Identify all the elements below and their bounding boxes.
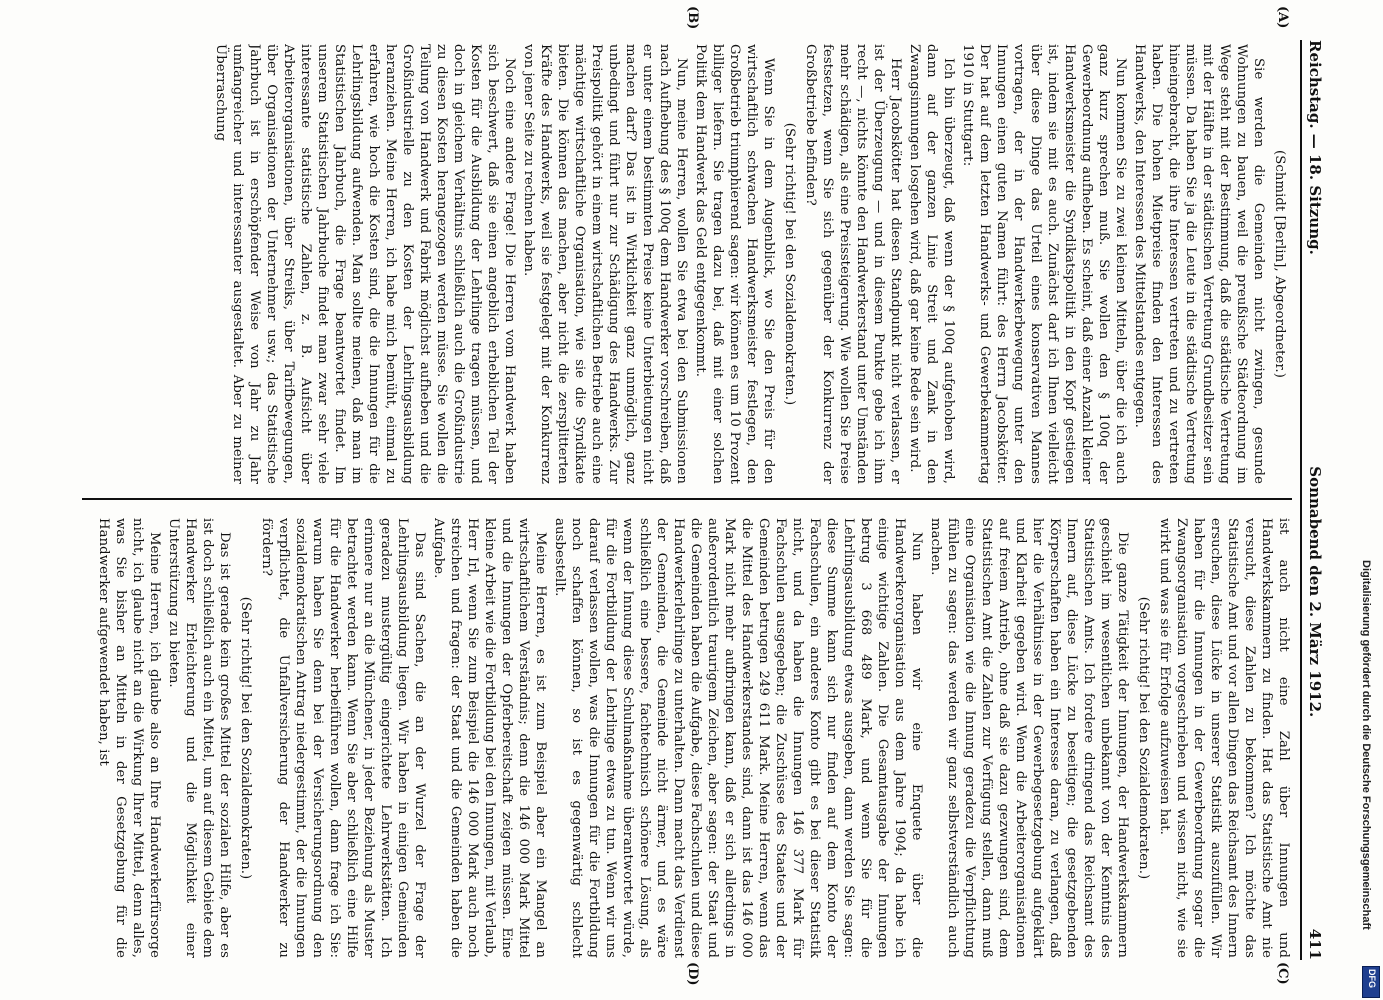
header-right: Sonnabend den 2. März 1912. — [1306, 466, 1324, 718]
left-paragraph: Nun kommen Sie zu zwei kleinen Mitteln, über die ich auch ganz kurz sprechen muß. Sie wollen den § 100q der Gewerbeordnung aufheben. Es scheint, daß einer Anzahl kleiner Handwerksmeister die Syndikatspolitik in den Kopf gestiegen ist, indem sie mit es auch. Zunächst darf ich Ihnen vielleicht über diese Dinge das Urteil eines konservativen Mannes vortragen, der in der Handwerkerbewegung unter den Innungen einen guten Namen führt: des Herrn Jacobskötter. Der hat auf dem letzten Handwerks- und Gewerbekammertag 1910 in Stuttgart: — [960, 44, 1128, 484]
left-column — [82, 44, 1292, 484]
rotated-sheet — [50, 0, 1340, 1000]
digitization-credit-text: Digitalisierung gefördert durch die Deutsche Forschungsgemeinschaft — [1360, 560, 1372, 930]
right-column — [82, 518, 1292, 958]
page-number: 411 — [1306, 928, 1324, 960]
speaker-line: (Schmidt [Berlin], Abgeordneter.) — [1272, 150, 1287, 378]
left-paragraph: Wenn Sie in dem Augenblick, wo Sie den Preis für den wirtschaftlich schwachen Handwerksmeister festlegen, den Großbetrieb triumphierend sagen: wir können es um 10 Prozent billiger liefern. Sie tragen dazu bei, daß mit einer solchen Politik dem Handwerk das Geld entgegenkommt. — [693, 44, 776, 484]
margin-mark-a: (A) — [1275, 6, 1290, 29]
right-interjection: (Sehr richtig! bei den Sozialdemokraten.) — [238, 596, 253, 880]
left-paragraph: Nun, meine Herren, wollen Sie etwa bei den Submissionen nach Aufhebung des § 100q dem Handwerker vorschreiben, daß er unter einem bestimmten Preise keine Unterbietungen nicht machen darf? Das ist in Wirklichkeit ganz unmöglich, ganz unbedingt und führt nur zur Schädigung des Handwerks. Zur Preispolitik gehört in einem wirtschaftlichen Betriebe auch eine mächtige wirtschaftliche Organisation, wie sie die Syndikate bieten. Die können das machen, aber nicht die zersplitterten Kräfte des Handwerks, weil sie festgelegt mit der Konkurrenz von jener Seite zu rechnen haben. — [521, 44, 689, 484]
left-paragraph: Noch eine andere Frage! Die Herren vom Handwerk haben sich beschwert, daß sie einen angeblich erheblichen Teil der Kosten für die Ausbildung der Lehrlinge tragen müssen, und doch in gleichem Verhältnis schließlich auch die Großindustrie zu diesen Kosten herangezogen werden müsse. Sie wollen die Teilung von Handwerk und Fabrik möglichst aufheben und die Großindustrielle zu den Kosten der Lehrlingsausbildung heranziehen. Meine Herren, ich habe mich bemüht, einmal zu erfahren, wie hoch die Kosten sind, die die Innungen für die Lehrlingsbildung aufwenden. Man sollte meinen, daß man im Statistischen Jahrbuch, die Frage beantwortet findet. Im unserem Statistischen Jahrbuche findet man zwar sehr viele interessante statistische Zahlen, z. B. Aufsicht über Arbeiterorganisationen, über Streiks, über Tarifbewegungen, über Organisationen der Unternehmer usw.; das Statistische Jahrbuch ist in erschöpfender Weise von Jahr zu Jahr umfangreicher und interessanter ausgestaltet. Aber zu meiner Überraschung — [213, 44, 517, 484]
right-paragraph: Das ist gerade kein großes Mittel der sozialen Hilfe, aber es ist doch schließlich auch ein Mittel, um auf diesem Gebiete dem Handwerker Erleichterung und die Möglichkeit einer Unterstützung zu bieten. — [166, 518, 232, 958]
margin-mark-c: (C) — [1275, 962, 1290, 985]
digitization-credit — [1356, 560, 1374, 1000]
margin-mark-b: (B) — [685, 6, 700, 30]
dfg-logo-text: DFG — [1367, 969, 1377, 988]
header-left: Reichstag. — 18. Sitzung. — [1306, 40, 1324, 255]
column-divider — [82, 498, 1292, 500]
right-paragraph: Nun haben wir eine Enquete über die Handwerkerorganisation aus dem Jahre 1904; da habe ich einige wichtige Zahlen. Die Gesamtausgabe der Innungen betrug 3 668 489 Mark, und wenn Sie für die Lehrlingsausbildung etwas ausgeben, dann werden Sie sagen: diese Summe kann sich nur finden auf dem Konto der Fachschulen, ein anderes Konto gibt es bei dieser Statistik nicht, und da haben die Innungen 146 377 Mark für Fachschulen ausgegeben; die Zuschüsse des Staates und der Gemeinden betrugen 249 611 Mark. Meine Herren, wenn das die Mittel des Handwerkerstandes sind, dann ist das 146 000 Mark nicht mehr aufbringen kann, daß er sich allerdings in außerordentlich traurigem Zeichen, aber sagen: der Staat und die Gemeinden haben die Aufgabe, diese Fachschulen und diese Handwerkerlehrlinge zu unterhalten. Dann macht das Verdienst der Gemeinden, die Gemeinde nicht ärmer, und es wäre schließlich eine bessere, fachtechnisch schönere Lösung, als wenn der Innung diese Schulmaßnahme überantwortet würde, für die Fortbildung der Lehrlinge etwas zu tun. Wenn wir uns darauf verlassen wollen, was die Innungen für die Fortbildung noch schaffen können, so ist es gegenwärtig schlecht ausbestellt. — [552, 518, 924, 958]
margin-mark-d: (D) — [685, 962, 700, 986]
right-paragraph: Die ganze Tätigkeit der Innungen, der Handwerkskammern geschieht im wesentlichen unbekannt von der Kenntnis des Statistischen Amts. Ich fordere dringend das Reichsamt des Innern auf, diese Lücke zu beseitigen; die gesetzgebenden Körperschaften haben ein Interesse daran, zu verlangen, daß hier die Verhältnisse in der Gewerbegesetzgebung aufgeklärt und Klarheit gegeben wird. Wenn die Arbeiterorganisationen auf freiem Antrieb, ohne daß sie dazu gezwungen sind, dem Statistischen Amt die Zahlen zur Verfügung stellen, dann muß eine Organisation wie die Innung geradezu die Verpflichtung fühlen zu sagen: das werden wir ganz selbstverständlich auch machen. — [928, 518, 1130, 958]
right-paragraph: Meine Herren, es ist zum Beispiel aber ein Mangel an wirtschaftlichem Verständnis; denn die 146 000 Mark Mittel und die Innungen der Opferbereitschaft zeigen müssen. Eine kleine Arbeit wie die Fortbildung bei den Innungen, mit Verlaub, Herr Irl, wenn Sie zum Beispiel die 146 000 Mark auch noch streichen und fragen: der Staat und die Gemeinden haben die Aufgabe. — [431, 518, 548, 958]
right-paragraph: Meine Herren, ich glaube also an Ihre Handwerkerfürsorge nicht, ich glaube nicht an die Wirkung Ihrer Mittel, denn alles, was Sie bisher an Mitteln in der Gesetzgebung für die Handwerker aufgewendet haben, ist — [96, 518, 162, 958]
left-interjection: (Sehr richtig! bei den Sozialdemokraten.) — [782, 122, 797, 406]
page-header — [1300, 40, 1328, 960]
left-paragraph: Ich bin überzeugt, daß wenn der § 100q aufgehoben wird, dann auf der ganzen Linie Streit und Zank in den Zwangsinnungen losgehen wird, daß gar keine Rede sein wird. — [907, 44, 956, 484]
right-paragraph: ist auch nicht eine Zahl über Innungen und Handwerkskammern zu finden. Hat das Statistische Amt nie versucht, diese Zahlen zu bekommen? Ich möchte das Statistische Amt und vor allen Dingen das Reichsamt des Innern ersuchen, diese Lücke in unserer Statistik auszufüllen. Wir haben für die Innungen in der Gewerbeordnung sogar die Zwangsorganisation vorgeschrieben und wissen nicht, wie sie wirkt und was sie für Erfolge aufzuweisen hat. — [1157, 518, 1291, 958]
right-interjection: (Sehr richtig! bei den Sozialdemokraten.) — [1136, 596, 1151, 880]
left-paragraph: Sie werden die Gemeinden nicht zwingen, gesunde Wohnungen zu bauen, weil die preußische Städteordnung im Wege steht mit der Bestimmung, daß die städtische Vertretung mit der Hälfte in der städtischen Vertretung Grundbesitzer sein müssen. Da haben Sie ja die Leute in die städtische Vertretung hineingebracht, die ihre Interessen vertreten und zu vertreten haben. Die hohen Mietpreise finden den Interessen des Handwerks, den Interessen des Mittelstandes entgegen. — [1132, 44, 1266, 484]
dfg-logo-icon — [1362, 966, 1380, 998]
right-paragraph: Das sind Sachen, die an der Wurzel der Frage der Lehrlingsausbildung liegen. Wir haben in einigen Gemeinden geradezu mustergültig eingerichtete Lehrwerkstätten. Ich erinnere nur an die Münchener, in jeder Beziehung als Muster betrachtet werden kann. Wenn Sie aber schließlich eine Hilfe für die Handwerker herbeiführen wollen, dann frage ich Sie: warum haben Sie denn bei der Versicherungsordnung den sozialdemokratischen Antrag niedergestimmt, der die Innungen verpflichtet, die Unfallversicherung der Handwerker zu fördern? — [259, 518, 427, 958]
left-paragraph: Herr Jacobskötter hat diesen Standpunkt nicht verlassen, er ist der Überzeugung — und in diesem Punkte gebe ich ihm recht —, nichts könnte den Handwerkerstand unter Umständen mehr schädigen, als eine Preissteigerung. Wie wollen Sie Preise festsetzen, wenn Sie sich gegenüber der Konkurrenz der Großbetriebe befinden? — [803, 44, 903, 484]
